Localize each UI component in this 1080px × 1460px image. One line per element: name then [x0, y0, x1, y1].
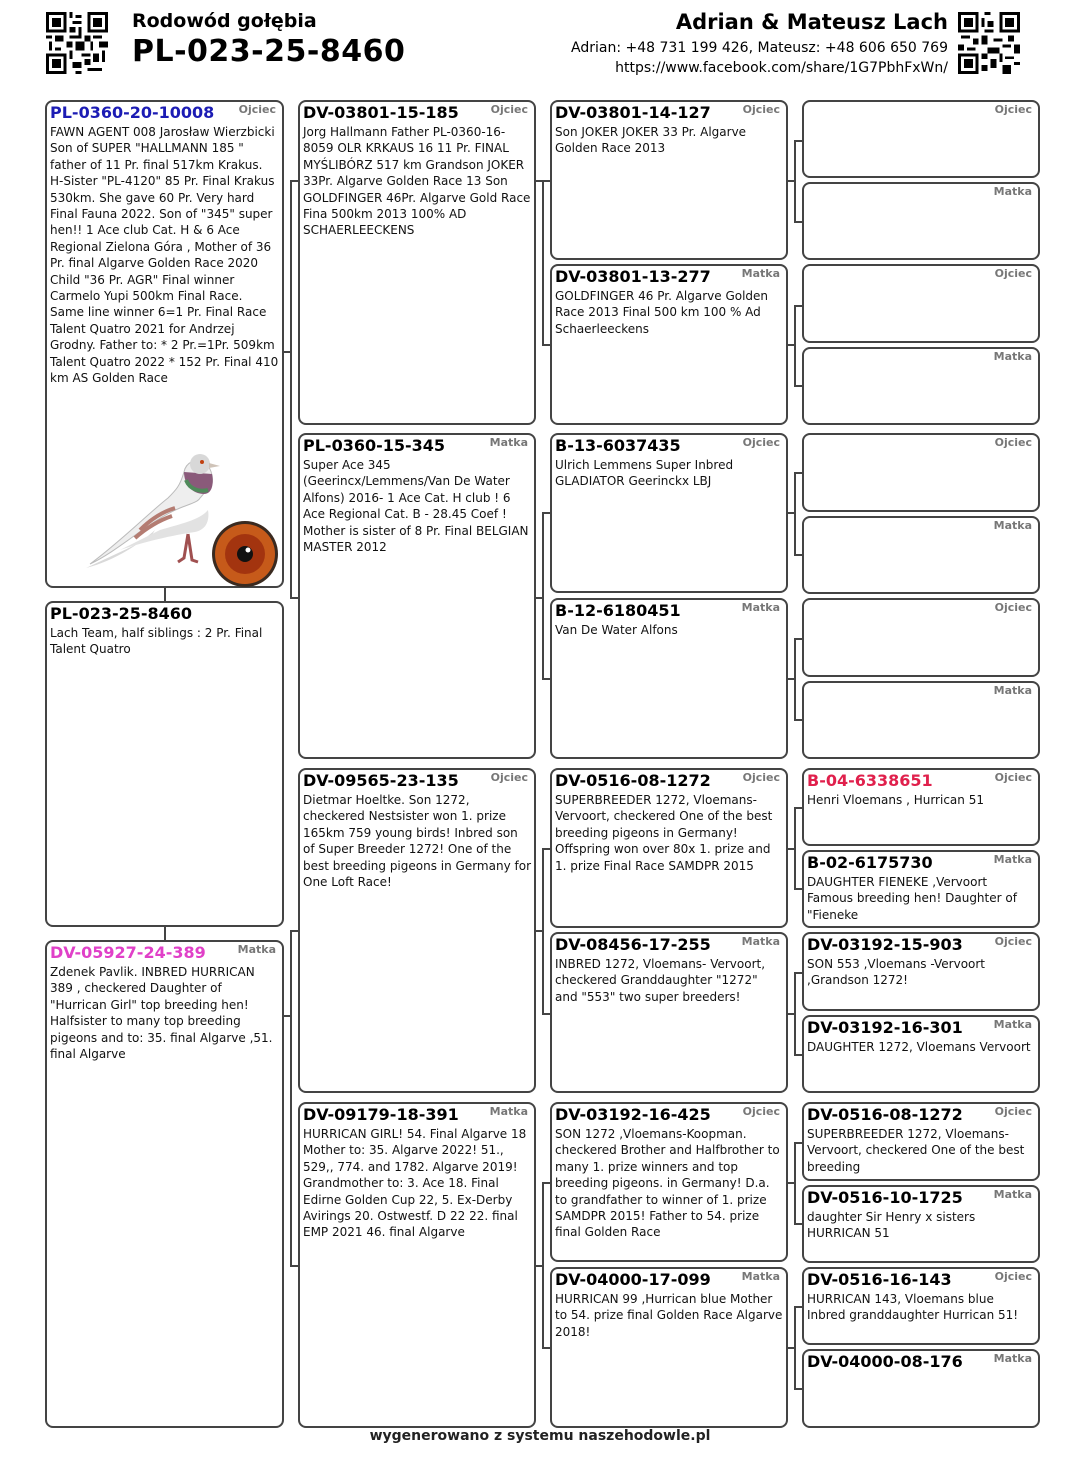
- great-grandparent-card[interactable]: [550, 598, 788, 759]
- great-grandparent-ring: DV-08456-17-255: [555, 935, 711, 954]
- ancestor-card[interactable]: [802, 598, 1040, 677]
- ancestor-description: daughter Sir Henry x sisters HURRICAN 51: [807, 1210, 976, 1241]
- ancestor-ring: B-02-6175730: [807, 853, 933, 872]
- great-grandparent-role: Ojciec: [742, 103, 780, 116]
- great-grandparent-ring: DV-0516-08-1272: [555, 771, 711, 790]
- ancestor-description: DAUGHTER FIENEKE ,Vervoort Famous breeding hen! Daughter of "Fieneke: [807, 875, 1017, 922]
- great-grandparent-card[interactable]: [550, 932, 788, 1093]
- great-grandparent-role: Ojciec: [742, 1105, 780, 1118]
- ancestor-description: SON 553 ,Vloemans -Vervoort ,Grandson 1272!: [807, 957, 986, 988]
- great-grandparent-role: Matka: [741, 267, 780, 280]
- ancestor-card[interactable]: [802, 768, 1040, 846]
- grandparent-role: Matka: [489, 1105, 528, 1118]
- connector: [794, 638, 796, 721]
- great-grandparent-card[interactable]: [550, 1267, 788, 1428]
- ancestor-card[interactable]: [802, 1185, 1040, 1263]
- grandparent-description: Dietmar Hoeltke. Son 1272, checkered Nestsister won 1. prize 165km 759 young birds! Inbred son of Super Breeder 1272! One of the best breeding pigeons in Germany for One Loft Race!: [303, 793, 531, 890]
- ancestor-role: Ojciec: [994, 436, 1032, 449]
- ancestor-role: Ojciec: [994, 1105, 1032, 1118]
- connector: [542, 1182, 544, 1349]
- mother-role: Matka: [237, 943, 276, 956]
- ancestor-role: Ojciec: [994, 267, 1032, 280]
- ancestor-card[interactable]: [802, 681, 1040, 759]
- ancestor-description: DAUGHTER 1272, Vloemans Vervoort: [807, 1040, 1031, 1054]
- ancestor-ring: DV-0516-16-143: [807, 1270, 952, 1289]
- qr-code-left: [46, 12, 108, 74]
- connector: [290, 180, 292, 598]
- ancestor-role: Ojciec: [994, 935, 1032, 948]
- grandparent-card[interactable]: [298, 433, 536, 759]
- ancestor-card[interactable]: [802, 1015, 1040, 1093]
- mother-ring: DV-05927-24-389: [50, 943, 206, 962]
- ancestor-role: Matka: [993, 1018, 1032, 1031]
- subject-card[interactable]: [45, 601, 284, 927]
- footer-credit: wygenerowano z systemu naszehodowle.pl: [369, 1428, 711, 1444]
- ancestor-ring: B-04-6338651: [807, 771, 933, 790]
- grandparent-ring: DV-09179-18-391: [303, 1105, 459, 1124]
- ancestor-role: Matka: [993, 185, 1032, 198]
- owner-name: Adrian & Mateusz Lach: [675, 10, 948, 34]
- grandparent-description: HURRICAN GIRL! 54. Final Algarve 18 Mother to: 35. Algarve 2022! 51., 529,, 774. and 1782. Algarve 2019! Grandmother to: 3. Ace 18. Final Edirne Golden Cup 22, 5. Ex-Derby Avirings 20. Ostwestf. D 22 22. final EMP 2021 46. final Algarve: [303, 1127, 527, 1240]
- ancestor-card[interactable]: [802, 1349, 1040, 1428]
- great-grandparent-description: SON 1272 ,Vloemans-Koopman. checkered Brother and Halfbrother to many 1. prize winners and top breeding pigeons. in Germany! D.a. to grandfather to winner of 1. prize SAMDPR 2015! Father to 54. prize final Golden Race: [555, 1127, 780, 1240]
- ancestor-role: Ojciec: [994, 601, 1032, 614]
- grandparent-ring: DV-03801-15-185: [303, 103, 459, 122]
- mother-card[interactable]: [45, 940, 284, 1428]
- father-description: FAWN AGENT 008 Jarosław Wierzbicki Son of SUPER "HALLMANN 185 " father of 11 Pr. final 517km Krakus. H-Sister "PL-4120" 85 Pr. Final Krakus 530km. She gave 60 Pr. Very hard Final Fauna 2022. Son of "345" super hen!! 1 Ace club Cat. H & 6 Ace Regional Zielona Góra , Mother of 36 Pr. final Algarve Golden Race 2020 Child "36 Pr. AGR" Final winner Carmelo Yupi 500km Final Race. Same line winner 6=1 Pr. Final Race Talent Quatro 2021 for Andrzej Grodny. Father to: * 2 Pr.=1Pr. 509km Talent Quatro 2022 * 152 Pr. Final 410 km AS Golden Race: [50, 125, 279, 386]
- great-grandparent-role: Matka: [741, 601, 780, 614]
- great-grandparent-ring: B-12-6180451: [555, 601, 681, 620]
- ancestor-ring: DV-0516-10-1725: [807, 1188, 963, 1207]
- grandparent-role: Ojciec: [490, 771, 528, 784]
- ancestor-role: Matka: [993, 1188, 1032, 1201]
- great-grandparent-card[interactable]: [550, 768, 788, 928]
- ancestor-card[interactable]: [802, 932, 1040, 1011]
- owner-contact: [571, 38, 948, 78]
- great-grandparent-description: Son JOKER JOKER 33 Pr. Algarve Golden Race 2013: [555, 125, 747, 156]
- great-grandparent-card[interactable]: [550, 264, 788, 425]
- connector: [794, 1306, 796, 1390]
- document-title: Rodowód gołębia: [132, 10, 317, 32]
- ancestor-card[interactable]: [802, 100, 1040, 178]
- great-grandparent-description: Ulrich Lemmens Super Inbred GLADIATOR Geerinckx LBJ: [555, 458, 734, 489]
- father-ring: PL-0360-20-10008: [50, 103, 215, 122]
- mother-description: Zdenek Pavlik. INBRED HURRICAN 389 , checkered Daughter of "Hurrican Girl" top breeding hen! Halfsister to many top breeding pigeons and to: 35. final Algarve ,51. final Algarve: [50, 965, 273, 1062]
- ancestor-role: Ojciec: [994, 771, 1032, 784]
- great-grandparent-role: Ojciec: [742, 771, 780, 784]
- owner-phones: Adrian: +48 731 199 426, Mateusz: +48 606 650 769: [571, 40, 948, 56]
- ancestor-role: Ojciec: [994, 103, 1032, 116]
- connector: [794, 472, 796, 556]
- connector: [164, 926, 166, 941]
- great-grandparent-role: Matka: [741, 935, 780, 948]
- great-grandparent-ring: DV-03801-13-277: [555, 267, 711, 286]
- subject-ring-title: PL-023-25-8460: [132, 34, 406, 69]
- great-grandparent-card[interactable]: [550, 1102, 788, 1262]
- grandparent-role: Ojciec: [490, 103, 528, 116]
- great-grandparent-description: Van De Water Alfons: [555, 623, 678, 637]
- great-grandparent-description: GOLDFINGER 46 Pr. Algarve Golden Race 2013 Final 500 km 100 % Ad Schaerleeckens: [555, 289, 769, 336]
- ancestor-role: Matka: [993, 1352, 1032, 1365]
- ancestor-description: HURRICAN 143, Vloemans blue Inbred granddaughter Hurrican 51!: [807, 1292, 1019, 1323]
- great-grandparent-role: Ojciec: [742, 436, 780, 449]
- owner-url[interactable]: https://www.facebook.com/share/1G7PbhFxWn/: [615, 60, 948, 76]
- great-grandparent-card[interactable]: [550, 100, 788, 260]
- father-role: Ojciec: [238, 103, 276, 116]
- ancestor-ring: DV-03192-16-301: [807, 1018, 963, 1037]
- qr-code-right: [958, 12, 1020, 74]
- ancestor-role: Matka: [993, 684, 1032, 697]
- great-grandparent-description: SUPERBREEDER 1272, Vloemans-Vervoort, checkered One of the best breeding pigeons in Germany! Offspring won over 80x 1. prize and 1. prize Final Race SAMDPR 2015: [555, 793, 773, 873]
- ancestor-card[interactable]: [802, 850, 1040, 928]
- ancestor-card[interactable]: [802, 1267, 1040, 1345]
- great-grandparent-ring: B-13-6037435: [555, 436, 681, 455]
- connector: [794, 140, 796, 223]
- subject-ring: PL-023-25-8460: [50, 604, 193, 623]
- ancestor-role: Matka: [993, 519, 1032, 532]
- grandparent-ring: PL-0360-15-345: [303, 436, 446, 455]
- ancestor-card[interactable]: [802, 516, 1040, 594]
- connector: [542, 848, 544, 1015]
- ancestor-description: SUPERBREEDER 1272, Vloemans-Vervoort, checkered One of the best breeding: [807, 1127, 1025, 1174]
- ancestor-card[interactable]: [802, 264, 1040, 343]
- great-grandparent-role: Matka: [741, 1270, 780, 1283]
- connector: [794, 807, 796, 890]
- connector: [794, 305, 796, 387]
- pigeon-photo: [80, 450, 280, 590]
- great-grandparent-card[interactable]: [550, 433, 788, 593]
- great-grandparent-ring: DV-03192-16-425: [555, 1105, 711, 1124]
- ancestor-description: Henri Vloemans , Hurrican 51: [807, 793, 984, 807]
- connector: [542, 512, 544, 680]
- grandparent-role: Matka: [489, 436, 528, 449]
- grandparent-description: Jorg Hallmann Father PL-0360-16-8059 OLR KRKAUS 16 11 Pr. FINAL MYŚLIBÓRZ 517 km Grandson JOKER 33Pr. Algarve Golden Race 13 Son GOLDFINGER 46Pr. Algarve Gold Race Fina 500km 2013 100% AD SCHAERLEECKENS: [303, 125, 531, 238]
- ancestor-ring: DV-03192-15-903: [807, 935, 963, 954]
- grandparent-card[interactable]: [298, 768, 536, 1093]
- ancestor-role: Matka: [993, 350, 1032, 363]
- great-grandparent-ring: DV-04000-17-099: [555, 1270, 711, 1289]
- ancestor-card[interactable]: [802, 347, 1040, 425]
- ancestor-card[interactable]: [802, 182, 1040, 260]
- grandparent-description: Super Ace 345 (Geerincx/Lemmens/Van De Water Alfons) 2016- 1 Ace Cat. H club ! 6 Ace Regional Cat. B - 28.45 Coef ! Mother is sister of 8 Pr. Final BELGIAN MASTER 2012: [303, 458, 529, 555]
- subject-description: Lach Team, half siblings : 2 Pr. Final Talent Quatro: [50, 626, 263, 657]
- grandparent-card[interactable]: [298, 1102, 536, 1428]
- connector: [542, 180, 544, 346]
- great-grandparent-ring: DV-03801-14-127: [555, 103, 711, 122]
- ancestor-role: Ojciec: [994, 1270, 1032, 1283]
- great-grandparent-description: HURRICAN 99 ,Hurrican blue Mother to 54. prize final Golden Race Algarve 2018!: [555, 1292, 783, 1339]
- connector: [794, 972, 796, 1056]
- ancestor-card[interactable]: [802, 433, 1040, 512]
- connector: [290, 930, 292, 1266]
- great-grandparent-description: INBRED 1272, Vloemans- Vervoort, checkered Granddaughter "1272" and "553" two super breeders!: [555, 957, 766, 1004]
- ancestor-ring: DV-0516-08-1272: [807, 1105, 963, 1124]
- connector: [794, 1142, 796, 1225]
- ancestor-ring: DV-04000-08-176: [807, 1352, 963, 1371]
- ancestor-card[interactable]: [802, 1102, 1040, 1181]
- ancestor-role: Matka: [993, 853, 1032, 866]
- grandparent-card[interactable]: [298, 100, 536, 425]
- grandparent-ring: DV-09565-23-135: [303, 771, 459, 790]
